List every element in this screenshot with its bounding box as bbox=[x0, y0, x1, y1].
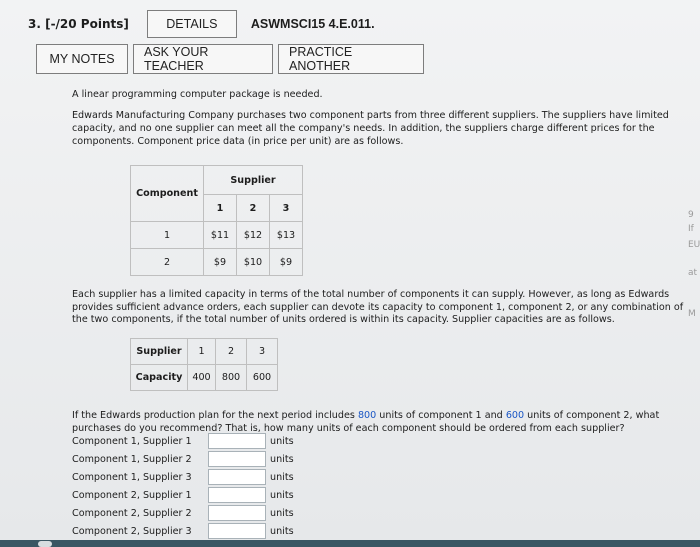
answer-label: Component 1, Supplier 3 bbox=[72, 471, 192, 483]
table-row bbox=[131, 365, 278, 391]
ask-teacher-button[interactable]: ASK YOUR TEACHER bbox=[133, 44, 273, 74]
answer-row bbox=[72, 468, 312, 486]
supplier-col: 1 bbox=[204, 195, 237, 222]
answer-input-c1-s3[interactable] bbox=[208, 469, 266, 485]
question-text: units of component 1 and bbox=[376, 410, 506, 421]
answer-label: Component 2, Supplier 2 bbox=[72, 507, 192, 519]
capacity-cell: 600 bbox=[247, 365, 278, 391]
side-fragment: 9 bbox=[688, 210, 694, 220]
component-label: 2 bbox=[131, 249, 204, 276]
problem-paragraph: Edwards Manufacturing Company purchases two component parts from three different suppliers. The suppliers have limited capacity, and no one supplier can meet all the company's needs. In addition, the suppliers charge different prices for the components. Component price data (in price per unit) are as follows. bbox=[72, 110, 669, 147]
price-cell: $12 bbox=[237, 222, 270, 249]
supplier-col: 2 bbox=[216, 339, 247, 365]
question-body bbox=[72, 88, 687, 148]
capacity-paragraph: Each supplier has a limited capacity in terms of the total number of components it can supply. However, as long as Edwards provides sufficient advance orders, each supplier can devote its capacity to component 1, component 2, or any combination of the two components, if the total number of units ordered is within its capacity. Supplier capacities are as follows. bbox=[72, 289, 684, 325]
supplier-col: 1 bbox=[188, 339, 216, 365]
price-cell: $10 bbox=[237, 249, 270, 276]
side-fragment: If bbox=[688, 224, 694, 234]
question-header bbox=[28, 10, 375, 38]
answer-unit: units bbox=[270, 507, 294, 519]
supplier-header: Supplier bbox=[131, 339, 188, 365]
component-label: 1 bbox=[131, 222, 204, 249]
capacity-cell: 400 bbox=[188, 365, 216, 391]
answer-unit: units bbox=[270, 525, 294, 537]
details-button[interactable]: DETAILS bbox=[147, 10, 237, 38]
side-fragment: M bbox=[688, 309, 696, 319]
table-row bbox=[131, 339, 278, 365]
side-fragment: EU bbox=[688, 240, 700, 250]
price-cell: $9 bbox=[270, 249, 303, 276]
answer-input-c1-s1[interactable] bbox=[208, 433, 266, 449]
answer-label: Component 1, Supplier 1 bbox=[72, 435, 192, 447]
answer-label: Component 2, Supplier 3 bbox=[72, 525, 192, 537]
answer-row bbox=[72, 486, 312, 504]
my-notes-button[interactable]: MY NOTES bbox=[36, 44, 128, 74]
capacity-header: Capacity bbox=[131, 365, 188, 391]
answer-row bbox=[72, 522, 312, 540]
answer-label: Component 1, Supplier 2 bbox=[72, 453, 192, 465]
answer-unit: units bbox=[270, 453, 294, 465]
capacity-table bbox=[130, 338, 278, 391]
answer-row bbox=[72, 504, 312, 522]
answer-label: Component 2, Supplier 1 bbox=[72, 489, 192, 501]
answer-input-c2-s3[interactable] bbox=[208, 523, 266, 539]
answer-row bbox=[72, 450, 312, 468]
supplier-col: 3 bbox=[247, 339, 278, 365]
question-text: units of component 2, what purchases do you recommend? That is, how many units of each component should be ordered from each supplier? bbox=[72, 410, 660, 434]
footer-indicator bbox=[38, 541, 52, 547]
supplier-header: Supplier bbox=[204, 166, 303, 195]
highlight-units-component-2: 600 bbox=[505, 410, 525, 421]
price-table bbox=[130, 165, 303, 276]
answer-unit: units bbox=[270, 435, 294, 447]
practice-another-button[interactable]: PRACTICE ANOTHER bbox=[278, 44, 424, 74]
capacity-cell: 800 bbox=[216, 365, 247, 391]
question-actions bbox=[36, 44, 424, 74]
price-cell: $9 bbox=[204, 249, 237, 276]
answer-input-c2-s2[interactable] bbox=[208, 505, 266, 521]
answer-unit: units bbox=[270, 471, 294, 483]
supplier-col: 2 bbox=[237, 195, 270, 222]
answer-row bbox=[72, 432, 312, 450]
intro-text: A linear programming computer package is needed. bbox=[72, 89, 323, 100]
highlight-units-component-1: 800 bbox=[357, 410, 377, 421]
table-row bbox=[131, 249, 303, 276]
answer-unit: units bbox=[270, 489, 294, 501]
answer-input-c2-s1[interactable] bbox=[208, 487, 266, 503]
answer-input-c1-s2[interactable] bbox=[208, 451, 266, 467]
price-cell: $13 bbox=[270, 222, 303, 249]
side-fragment: at bbox=[688, 268, 698, 278]
question-text: If the Edwards production plan for the next period includes bbox=[72, 410, 358, 421]
footer-bar bbox=[0, 540, 700, 547]
supplier-col: 3 bbox=[270, 195, 303, 222]
question-points: 3. [-/20 Points] bbox=[28, 17, 129, 31]
price-cell: $11 bbox=[204, 222, 237, 249]
table-row bbox=[131, 222, 303, 249]
question-code: ASWMSCI15 4.E.011. bbox=[250, 17, 375, 31]
component-header: Component bbox=[131, 166, 204, 222]
